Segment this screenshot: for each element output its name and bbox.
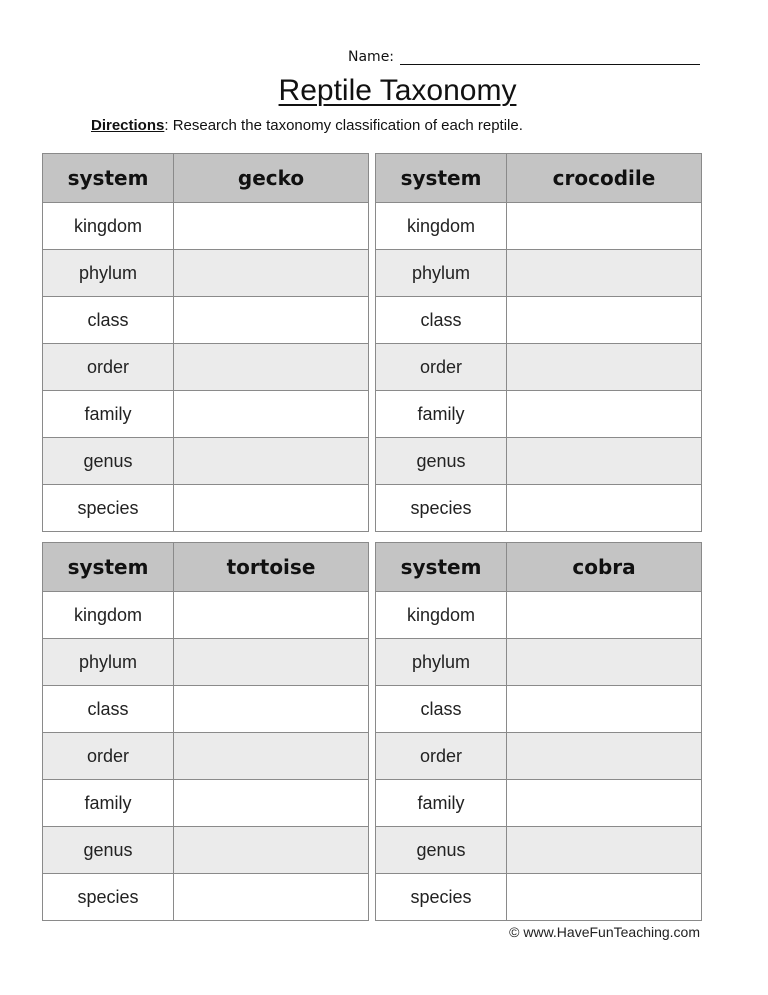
answer-cell[interactable] [174,203,369,250]
table-header-row [43,543,369,592]
answer-cell[interactable] [174,733,369,780]
copyright-footer: © www.HaveFunTeaching.com [509,924,700,940]
directions [91,117,523,134]
rank-label: species [376,485,507,532]
table-row [43,250,369,297]
table-row [376,639,702,686]
answer-cell[interactable] [507,203,702,250]
answer-cell[interactable] [174,250,369,297]
rank-label: phylum [43,639,174,686]
answer-cell[interactable] [507,592,702,639]
answer-cell[interactable] [174,686,369,733]
animal-header: crocodile [507,154,702,203]
table-row [43,391,369,438]
answer-cell[interactable] [507,733,702,780]
answer-cell[interactable] [174,592,369,639]
table-header-row [376,154,702,203]
table-row [43,297,369,344]
table-row [376,250,702,297]
answer-cell[interactable] [507,874,702,921]
system-header: system [43,154,174,203]
rank-label: order [376,344,507,391]
system-header: system [376,154,507,203]
rank-label: kingdom [376,203,507,250]
system-header: system [43,543,174,592]
table-row [376,485,702,532]
taxonomy-table-crocodile [375,153,702,532]
table-row [376,827,702,874]
table-row [43,780,369,827]
taxonomy-table-cobra [375,542,702,921]
rank-label: genus [43,438,174,485]
table-row [376,391,702,438]
table-row [376,733,702,780]
directions-text: : Research the taxonomy classification of each reptile. [164,117,523,134]
answer-cell[interactable] [174,827,369,874]
name-field [348,45,700,65]
rank-label: kingdom [43,592,174,639]
animal-header: gecko [174,154,369,203]
table-row [376,592,702,639]
answer-cell[interactable] [174,780,369,827]
page-title-text: Reptile Taxonomy [278,74,517,107]
system-header: system [376,543,507,592]
table-row [376,203,702,250]
page-title [0,74,768,108]
name-blank-line[interactable] [400,48,700,65]
animal-header: tortoise [174,543,369,592]
rank-label: class [43,686,174,733]
table-row [376,686,702,733]
answer-cell[interactable] [507,297,702,344]
table-row [43,733,369,780]
answer-cell[interactable] [507,639,702,686]
table-row [376,780,702,827]
table-row [43,874,369,921]
answer-cell[interactable] [174,874,369,921]
rank-label: genus [376,827,507,874]
rank-label: phylum [376,639,507,686]
table-row [43,203,369,250]
answer-cell[interactable] [174,344,369,391]
table-row [376,438,702,485]
rank-label: order [43,344,174,391]
name-label: Name: [348,49,395,65]
answer-cell[interactable] [507,485,702,532]
rank-label: kingdom [376,592,507,639]
table-row [43,827,369,874]
rank-label: class [376,297,507,344]
answer-cell[interactable] [174,639,369,686]
rank-label: family [43,780,174,827]
rank-label: kingdom [43,203,174,250]
rank-label: class [43,297,174,344]
table-row [43,592,369,639]
answer-cell[interactable] [174,391,369,438]
rank-label: species [43,485,174,532]
answer-cell[interactable] [507,827,702,874]
rank-label: phylum [376,250,507,297]
taxonomy-table-gecko [42,153,369,532]
table-header-row [376,543,702,592]
answer-cell[interactable] [174,438,369,485]
answer-cell[interactable] [507,344,702,391]
answer-cell[interactable] [507,391,702,438]
table-row [43,639,369,686]
table-row [376,297,702,344]
animal-header: cobra [507,543,702,592]
rank-label: phylum [43,250,174,297]
answer-cell[interactable] [507,438,702,485]
rank-label: family [376,780,507,827]
taxonomy-table-tortoise [42,542,369,921]
rank-label: family [43,391,174,438]
rank-label: order [376,733,507,780]
table-row [43,485,369,532]
table-row [43,686,369,733]
directions-label: Directions [91,117,165,134]
rank-label: class [376,686,507,733]
table-header-row [43,154,369,203]
table-row [43,438,369,485]
answer-cell[interactable] [507,250,702,297]
table-row [376,344,702,391]
rank-label: species [43,874,174,921]
rank-label: genus [376,438,507,485]
rank-label: family [376,391,507,438]
rank-label: species [376,874,507,921]
rank-label: genus [43,827,174,874]
answer-cell[interactable] [507,780,702,827]
answer-cell[interactable] [174,297,369,344]
answer-cell[interactable] [174,485,369,532]
answer-cell[interactable] [507,686,702,733]
rank-label: order [43,733,174,780]
table-row [43,344,369,391]
table-row [376,874,702,921]
